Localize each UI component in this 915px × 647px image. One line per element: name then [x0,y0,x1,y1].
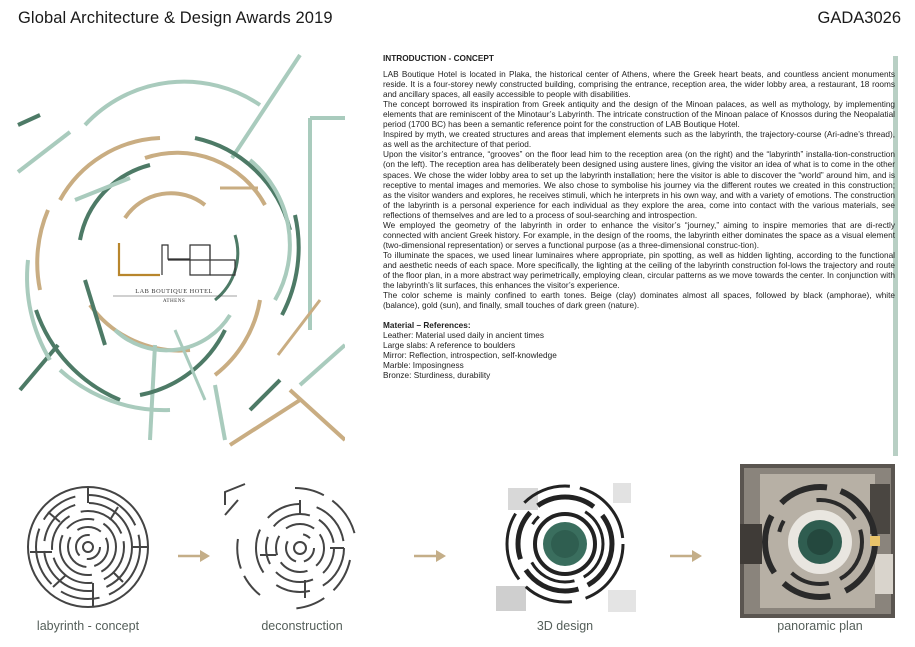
deconstruction-image [220,480,370,615]
3d-design-image [488,478,638,616]
intro-paragraph: To illuminate the spaces, we used linear luminaires where appropriate, pin spotting, as well as hidden lighting, according to the functional and aesthetic needs of each space. More specifically, the lighting at the ceiling of the labyrinth construction fol-lows the trajectory and route of the floor plan, in a more abstract way perimetrically, employing clean, circular patterns as we move towards the center. In conjunction with the labyrinth’s lit surfaces, this enhances the visitor’s experience. [383,250,895,291]
labyrinth-logo-graphic [0,50,345,450]
header-title: Global Architecture & Design Awards 2019 [18,9,333,27]
arrow-right-icon [670,549,702,563]
materials-item: Marble: Imposingness [383,361,464,371]
materials-item: Mirror: Reflection, introspection, self-knowledge [383,351,557,361]
caption-panoramic-plan: panoramic plan [777,619,863,633]
intro-heading: INTRODUCTION - CONCEPT [383,54,494,63]
arrow-right-icon [414,549,446,563]
intro-paragraph: The color scheme is mainly confined to earth tones. Beige (clay) dominates almost all spaces, followed by black (amphorae), white (balance), gold (sun), and finally, small touches of dark green (nature). [383,291,895,311]
intro-paragraph: We employed the geometry of the labyrinth in order to enhance the visitor’s “journey,” aiming to inspire memories that are di-rectly connected with ancient Greek history. For example, in the design of the rooms, the labyrinth either dominates the space as a visual element (two-dimensional representation) or serves a functional purpose (as a three-dimensional construc-tion). [383,220,895,250]
materials-item: Large slabs: A reference to boulders [383,341,516,351]
intro-paragraph: The concept borrowed its inspiration from Greek antiquity and the design of the Minoan palaces, as well as mythology, by implementing elements that are reminiscent of the Minotaur’s Labyrinth. The intricate construction of the Minoan palace of Knossos during the Neopalatial period (1700 BC) has been a semantic reference point for the construction of LAB Boutique Hotel. [383,100,895,130]
intro-paragraph: LAB Boutique Hotel is located in Plaka, the historical center of Athens, where the Greek heart beats, and countless ancient monuments reside. It is a four-storey newly constructed building, comprising the entrance, reception area, the wider lobby area, a restaurant, 18 rooms and ancillary spaces, all easily accessible to people with disabilities. [383,70,895,100]
intro-paragraph: Upon the visitor’s entrance, “grooves” on the floor lead him to the reception area (on the right) and the “labyrinth” installa-tion-construction (on the left). The reception area has deliberately been designed using austere lines, giving the visitor an idea of what is to come in the other spaces. We chose the wider lobby area to set up the labyrinth installation; here the visitor is able to discover the “world” around him, and is receptive to mental images and memories. We also chose to symbolise his journey via the different routes we created in this construction; as the visitor wanders and explores, he receives stimuli, which he interprets in his own way, and with a variety of emotions. The construction of the labyrinth is a personal experience for each individual as they explore the area, come into contact with the various materials, see reflections of themselves and are led to a process of soul-searching and introspection. [383,150,895,220]
logo-hotel-name: LAB BOUTIQUE HOTEL [135,288,213,295]
materials-item: Bronze: Sturdiness, durability [383,371,491,381]
labyrinth-concept-image [18,482,158,612]
project-code: GADA3026 [817,9,901,27]
materials-heading: Material – References: [383,321,471,331]
caption-3d-design: 3D design [536,619,594,633]
logo-city-name: ATHENS [162,298,186,304]
arrow-right-icon [178,549,210,563]
materials-item: Leather: Material used daily in ancient times [383,331,544,341]
caption-labyrinth-concept: labyrinth - concept [36,619,140,633]
intro-concept-section [383,54,895,381]
caption-deconstruction: deconstruction [261,619,343,633]
intro-paragraph: Inspired by myth, we created structures and areas that implement elements such as the labyrinth, the trajectory-course (Ari-adne’s thread), as well as the architecture of that period. [383,130,895,150]
panoramic-plan-image [740,464,895,618]
